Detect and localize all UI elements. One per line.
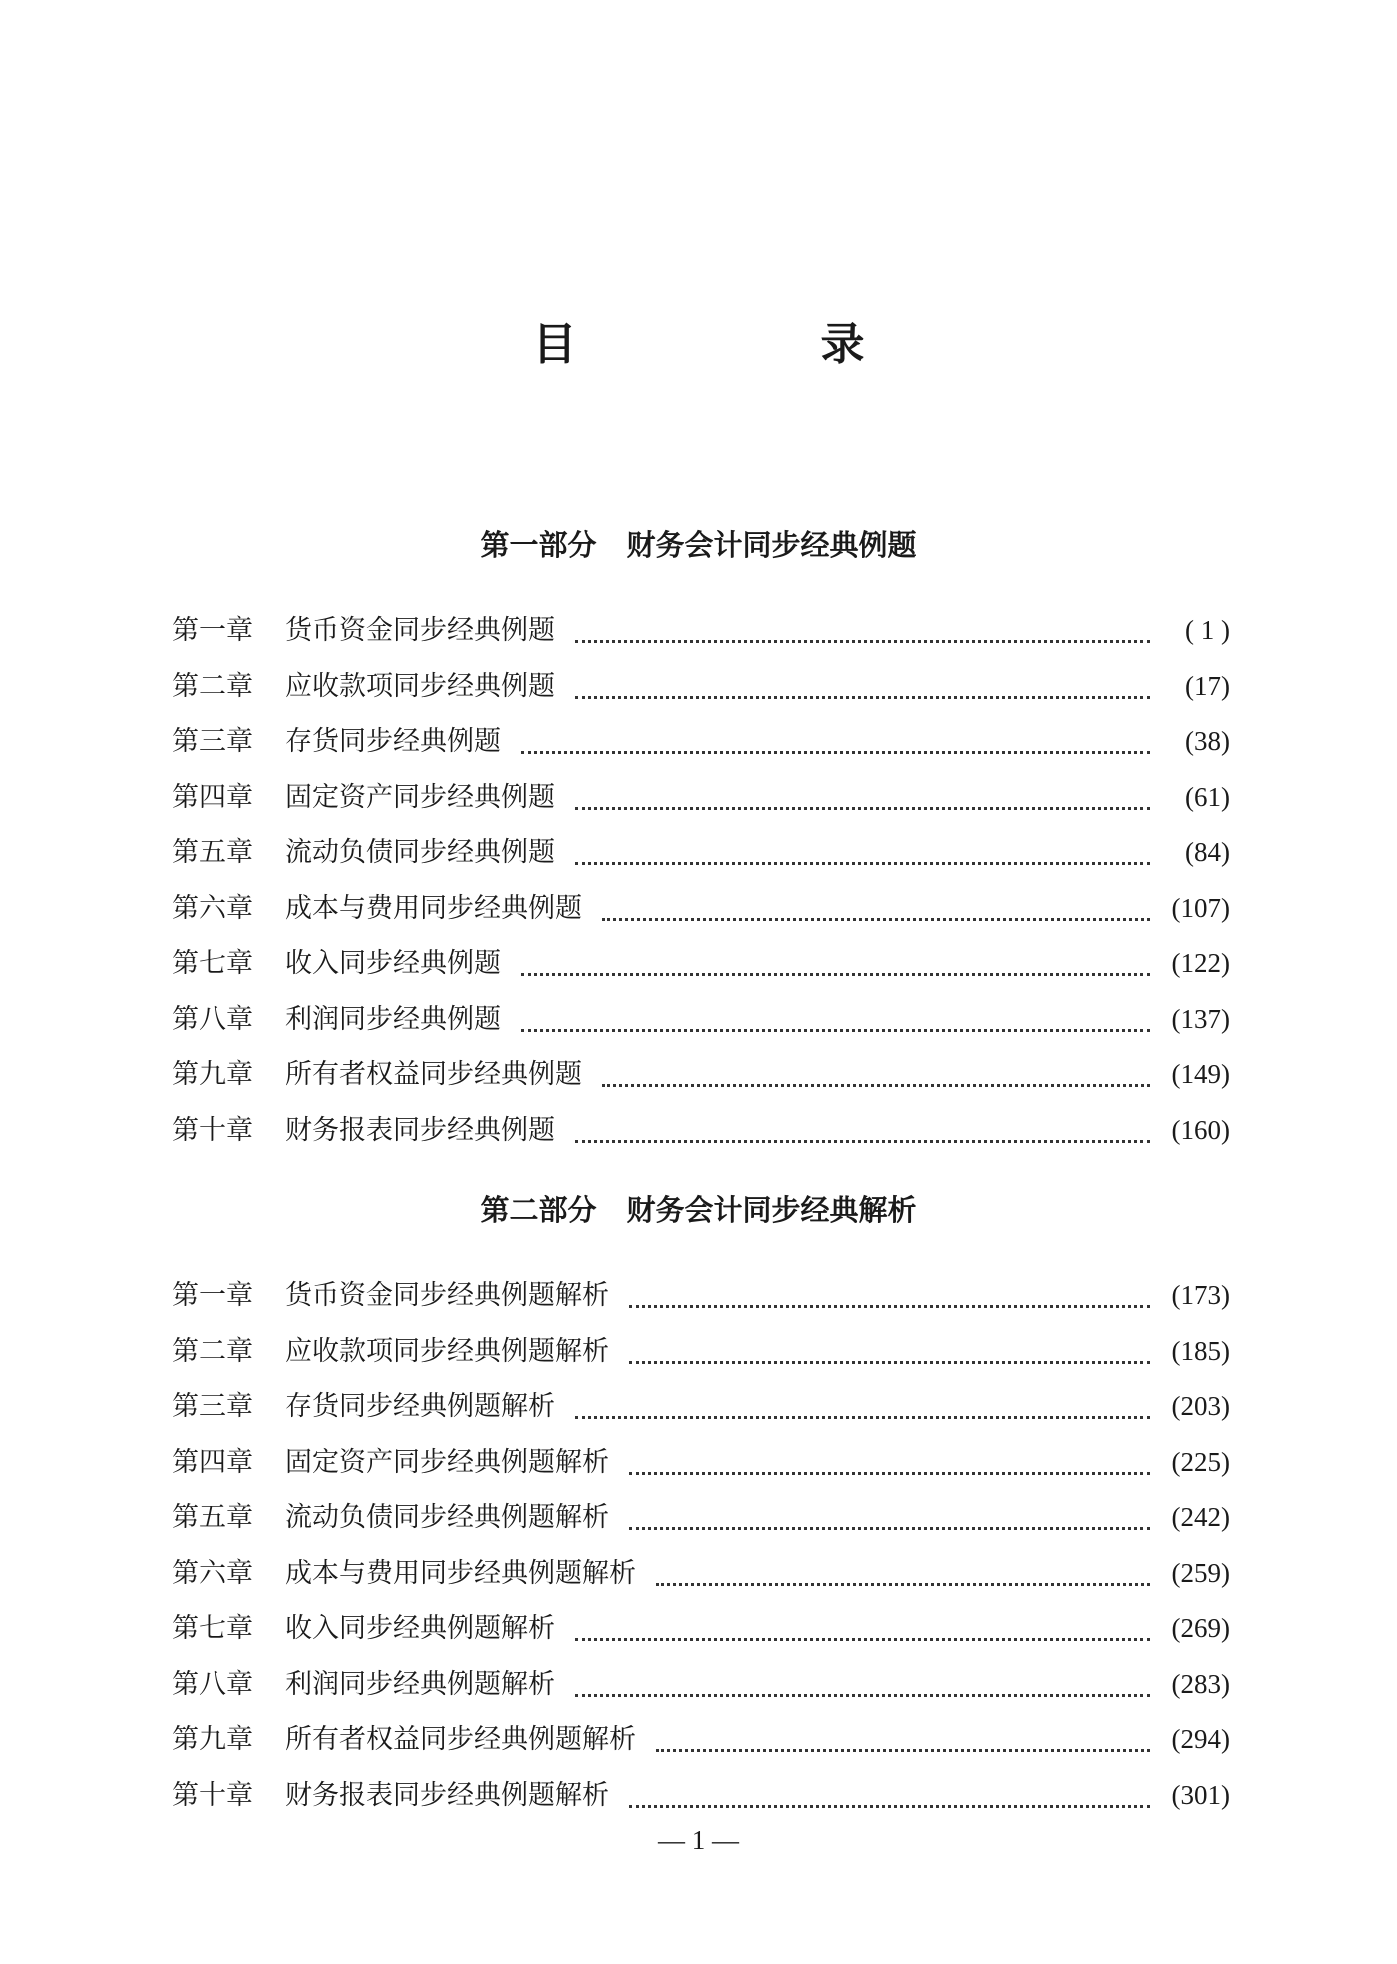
- toc-chapter-label: 第七章: [172, 948, 253, 979]
- toc-page-number: (61): [1185, 781, 1230, 812]
- page-number-footer: — 1 —: [658, 1825, 739, 1855]
- toc-entry-title: 流动负债同步经典例题解析: [285, 1502, 609, 1533]
- toc-chapter-label: 第六章: [172, 1557, 253, 1589]
- dot-leader: [575, 696, 1150, 699]
- toc-entry-title: 固定资产同步经典例题解析: [285, 1446, 609, 1478]
- toc-page-number: (149): [1171, 1059, 1230, 1089]
- dot-leader: [656, 1583, 1150, 1586]
- toc-page-number: (259): [1171, 1557, 1230, 1588]
- toc-entry[interactable]: [172, 1664, 1230, 1720]
- dot-leader: [629, 1472, 1150, 1475]
- toc-chapter-label: 第三章: [172, 726, 253, 757]
- toc-entry[interactable]: [172, 1054, 1230, 1110]
- toc-entry-title: 收入同步经典例题解析: [285, 1613, 555, 1644]
- toc-entry-title: 货币资金同步经典例题解析: [285, 1280, 609, 1311]
- toc-entry[interactable]: [172, 832, 1230, 888]
- toc-chapter-label: 第二章: [172, 670, 253, 702]
- dot-leader: [656, 1749, 1150, 1752]
- toc-entry[interactable]: [172, 1110, 1230, 1166]
- toc-entry[interactable]: [172, 1553, 1230, 1609]
- toc-list-part-2: [172, 1275, 1230, 1830]
- toc-entry-title: 收入同步经典例题: [285, 948, 501, 979]
- toc-entry-title: 应收款项同步经典例题: [285, 670, 555, 702]
- toc-page-number: (185): [1171, 1335, 1230, 1366]
- toc-entry[interactable]: [172, 1719, 1230, 1775]
- toc-chapter-label: 第九章: [172, 1724, 253, 1755]
- toc-page-number: (283): [1171, 1668, 1230, 1699]
- toc-entry[interactable]: [172, 1497, 1230, 1553]
- toc-entry-title: 财务报表同步经典例题: [285, 1114, 555, 1146]
- toc-chapter-label: 第一章: [172, 1280, 253, 1311]
- part-heading-1: [0, 525, 1397, 565]
- dot-leader: [521, 751, 1150, 754]
- toc-entry[interactable]: [172, 1386, 1230, 1442]
- toc-entry-title: 所有者权益同步经典例题: [285, 1059, 582, 1090]
- toc-entry-title: 利润同步经典例题解析: [285, 1668, 555, 1700]
- toc-page-number: (107): [1171, 892, 1230, 923]
- toc-entry[interactable]: [172, 666, 1230, 722]
- toc-chapter-label: 第一章: [172, 615, 253, 646]
- toc-page-number: (225): [1171, 1446, 1230, 1477]
- part-name: 财务会计同步经典解析: [626, 1193, 917, 1227]
- toc-chapter-label: 第七章: [172, 1613, 253, 1644]
- toc-entry[interactable]: [172, 721, 1230, 777]
- toc-page-number: (269): [1171, 1613, 1230, 1643]
- toc-page-number: (160): [1171, 1114, 1230, 1145]
- dot-leader: [575, 1638, 1150, 1641]
- toc-entry[interactable]: [172, 1275, 1230, 1331]
- dot-leader: [575, 1140, 1150, 1143]
- toc-entry-title: 存货同步经典例题: [285, 726, 501, 757]
- toc-entry[interactable]: [172, 610, 1230, 666]
- part-number: 第一部分: [480, 528, 597, 562]
- part-number: 第二部分: [480, 1193, 597, 1227]
- toc-entry-title: 固定资产同步经典例题: [285, 781, 555, 813]
- toc-chapter-label: 第十章: [172, 1114, 253, 1146]
- toc-chapter-label: 第六章: [172, 892, 253, 924]
- toc-entry-title: 存货同步经典例题解析: [285, 1391, 555, 1422]
- toc-entry-title: 财务报表同步经典例题解析: [285, 1779, 609, 1811]
- toc-page-number: (38): [1185, 726, 1230, 756]
- toc-entry[interactable]: [172, 777, 1230, 833]
- toc-chapter-label: 第九章: [172, 1059, 253, 1090]
- toc-entry-title: 流动负债同步经典例题: [285, 837, 555, 868]
- page-title: 目 录: [532, 319, 965, 370]
- dot-leader: [602, 918, 1150, 921]
- toc-chapter-label: 第四章: [172, 781, 253, 813]
- toc-entry[interactable]: [172, 1442, 1230, 1498]
- dot-leader: [575, 807, 1150, 810]
- toc-page-number: (137): [1171, 1003, 1230, 1034]
- toc-chapter-label: 第十章: [172, 1779, 253, 1811]
- toc-entry-title: 货币资金同步经典例题: [285, 615, 555, 646]
- part-heading-2: [0, 1190, 1397, 1230]
- toc-page-number: ( 1 ): [1185, 615, 1230, 645]
- toc-page-number: (173): [1171, 1280, 1230, 1310]
- toc-chapter-label: 第五章: [172, 1502, 253, 1533]
- toc-chapter-label: 第八章: [172, 1668, 253, 1700]
- toc-page-number: (17): [1185, 670, 1230, 701]
- toc-entry[interactable]: [172, 943, 1230, 999]
- dot-leader: [575, 862, 1150, 865]
- toc-entry-title: 成本与费用同步经典例题: [285, 892, 582, 924]
- dot-leader: [629, 1805, 1150, 1808]
- toc-chapter-label: 第三章: [172, 1391, 253, 1422]
- toc-entry[interactable]: [172, 888, 1230, 944]
- toc-chapter-label: 第八章: [172, 1003, 253, 1035]
- toc-entry[interactable]: [172, 1608, 1230, 1664]
- toc-entry[interactable]: [172, 999, 1230, 1055]
- dot-leader: [521, 973, 1150, 976]
- toc-page-number: (122): [1171, 948, 1230, 978]
- dot-leader: [575, 1694, 1150, 1697]
- toc-entry-title: 利润同步经典例题: [285, 1003, 501, 1035]
- toc-page-number: (84): [1185, 837, 1230, 867]
- toc-list-part-1: [172, 610, 1230, 1165]
- part-name: 财务会计同步经典例题: [626, 528, 917, 562]
- toc-entry[interactable]: [172, 1331, 1230, 1387]
- toc-page-number: (301): [1171, 1779, 1230, 1810]
- toc-page-number: (242): [1171, 1502, 1230, 1532]
- dot-leader: [629, 1361, 1150, 1364]
- toc-chapter-label: 第二章: [172, 1335, 253, 1367]
- toc-chapter-label: 第五章: [172, 837, 253, 868]
- dot-leader: [629, 1527, 1150, 1530]
- toc-page-number: (203): [1171, 1391, 1230, 1421]
- dot-leader: [602, 1084, 1150, 1087]
- dot-leader: [521, 1029, 1150, 1032]
- dot-leader: [629, 1305, 1150, 1308]
- toc-chapter-label: 第四章: [172, 1446, 253, 1478]
- toc-entry-title: 所有者权益同步经典例题解析: [285, 1724, 636, 1755]
- toc-entry-title: 成本与费用同步经典例题解析: [285, 1557, 636, 1589]
- toc-page-number: (294): [1171, 1724, 1230, 1754]
- toc-entry-title: 应收款项同步经典例题解析: [285, 1335, 609, 1367]
- dot-leader: [575, 640, 1150, 643]
- dot-leader: [575, 1416, 1150, 1419]
